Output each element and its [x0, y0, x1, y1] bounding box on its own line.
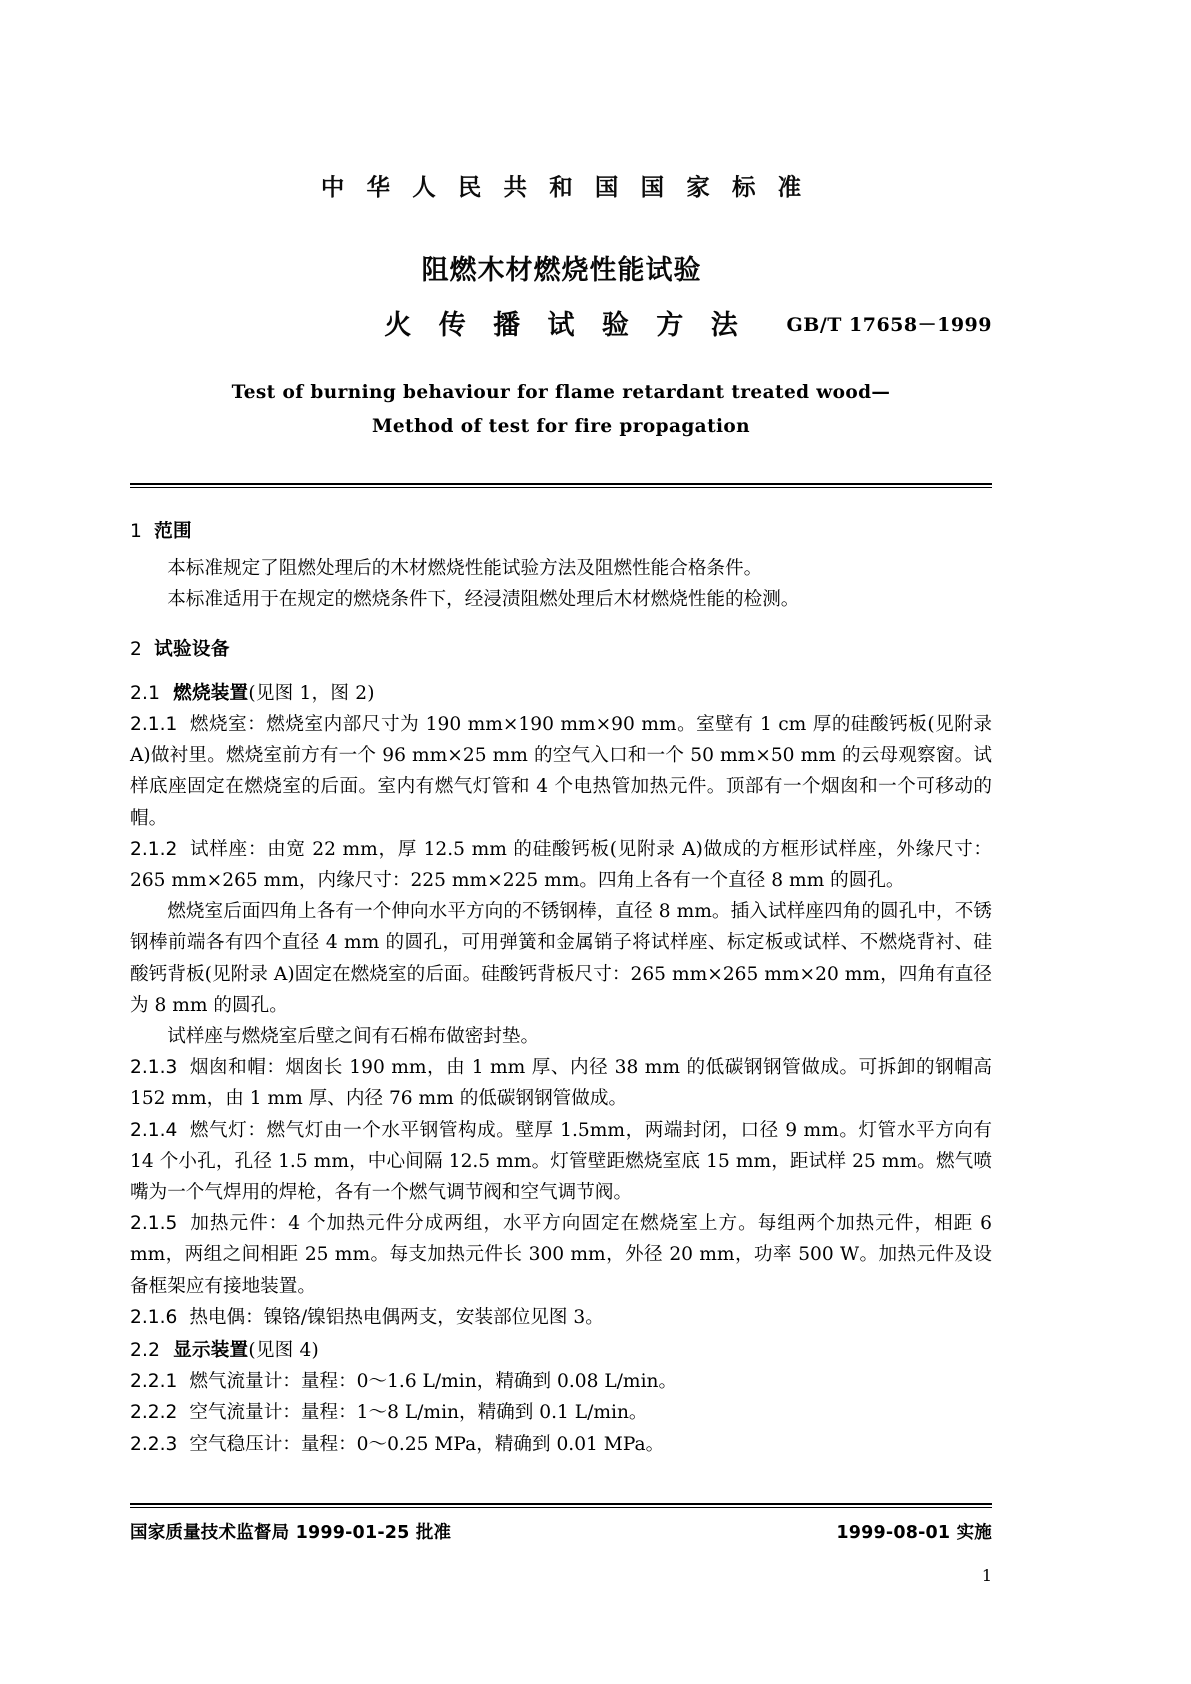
clause-2-1-5-number: 2.1.5 [130, 1213, 178, 1235]
english-title [130, 382, 992, 437]
clause-2-1-4 [130, 1115, 992, 1209]
subsection-2-2-heading [130, 1335, 992, 1366]
section-1-number: 1 [130, 521, 143, 542]
clause-2-2-3-number: 2.2.3 [130, 1433, 178, 1455]
clause-2-1-1 [130, 709, 992, 834]
clause-2-1-2-number: 2.1.2 [130, 838, 178, 860]
clause-2-1-1-text: 燃烧室：燃烧室内部尺寸为 190 mm×190 mm×90 mm。室壁有 1 cm 厚的硅酸钙板(见附录 A)做衬里。燃烧室前方有一个 96 mm×25 mm 的空气入口和一个 50 mm×50 mm 的云母观察窗。试样底座固定在燃烧室的后面。室内有燃气灯管和 4 个电热管加热元件。顶部有一个烟囱和一个可移动的帽。 [130, 714, 992, 829]
chinese-title-line-2: 火 传 播 试 验 方 法 [384, 310, 747, 341]
clause-2-1-5 [130, 1208, 992, 1302]
clause-2-2-1 [130, 1366, 992, 1397]
clause-2-1-2-paragraph-2: 燃烧室后面四角上各有一个伸向水平方向的不锈钢棒，直径 8 mm。插入试样座四角的圆孔中，不锈钢棒前端各有四个直径 4 mm 的圆孔，可用弹簧和金属销子将试样座、标定板或试样、不燃烧背衬、硅酸钙背板(见附录 A)固定在燃烧室的后面。硅酸钙背板尺寸：265 mm×265 mm×20 mm，四角有直径为 8 mm 的圆孔。 [130, 901, 992, 1016]
national-standard-masthead: 中 华 人 民 共 和 国 国 家 标 准 [320, 173, 809, 201]
page-content [130, 0, 992, 1460]
subsection-2-2-label: 显示装置 [173, 1340, 249, 1362]
section-2-number: 2 [130, 638, 143, 660]
header-divider-rule [130, 483, 992, 488]
approval-authority-and-date: 国家质量技术监督局 1999-01-25 批准 [130, 1523, 452, 1543]
clause-2-2-3 [130, 1429, 992, 1460]
clause-2-1-4-number: 2.1.4 [130, 1119, 178, 1141]
subsection-2-1-suffix: (见图 1，图 2) [248, 682, 375, 704]
clause-2-1-3-text: 烟囱和帽：烟囱长 190 mm，由 1 mm 厚、内径 38 mm 的低碳钢钢管做成。可拆卸的钢帽高 152 mm，由 1 mm 厚、内径 76 mm 的低碳钢钢管做成。 [130, 1057, 992, 1110]
subsection-2-1-number: 2.1 [130, 682, 161, 704]
clause-2-2-2-text: 空气流量计：量程：1～8 L/min，精确到 0.1 L/min。 [189, 1402, 648, 1424]
english-title-line-2: Method of test for fire propagation [371, 416, 751, 437]
clause-2-2-2-number: 2.2.2 [130, 1402, 178, 1424]
subsection-2-2-suffix: (见图 4) [248, 1340, 319, 1362]
clause-2-1-2-text: 试样座：由宽 22 mm，厚 12.5 mm 的硅酸钙板(见附录 A)做成的方框形试样座，外缘尺寸：265 mm×265 mm，内缘尺寸：225 mm×225 mm。四角上各有一个直径 8 mm 的圆孔。 [130, 838, 992, 892]
clause-2-1-3 [130, 1052, 992, 1114]
page-number: 1 [981, 1566, 992, 1585]
implementation-date: 1999-08-01 实施 [836, 1523, 992, 1543]
title-block [130, 248, 992, 342]
clause-2-2-2 [130, 1397, 992, 1428]
subsection-2-1-label: 燃烧装置 [173, 682, 249, 704]
section-1-title: 范围 [154, 521, 192, 542]
footer-divider-rule [130, 1503, 992, 1508]
subsection-2-2-number: 2.2 [130, 1340, 161, 1362]
clause-2-2-1-text: 燃气流量计：量程：0～1.6 L/min，精确到 0.08 L/min。 [189, 1371, 678, 1393]
footer-row [130, 1519, 992, 1544]
spacer [130, 616, 992, 628]
clause-2-1-3-number: 2.1.3 [130, 1057, 178, 1079]
clause-2-1-5-text: 加热元件：4 个加热元件分成两组，水平方向固定在燃烧室上方。每组两个加热元件，相距 6 mm，两组之间相距 25 mm。每支加热元件长 300 mm，外径 20 mm，功率 500 W。加热元件及设备框架应有接地装置。 [130, 1213, 992, 1297]
clause-2-1-2-paragraph-3: 试样座与燃烧室后壁之间有石棉布做密封垫。 [167, 1026, 540, 1048]
clause-2-1-6-number: 2.1.6 [130, 1306, 178, 1328]
clause-2-1-1-number: 2.1.1 [130, 714, 178, 736]
page-footer [130, 1503, 992, 1585]
section-2-title: 试验设备 [154, 638, 230, 660]
clause-2-2-3-text: 空气稳压计：量程：0～0.25 MPa，精确到 0.01 MPa。 [189, 1433, 665, 1455]
clause-2-1-6 [130, 1302, 992, 1333]
section-1-paragraph-2: 本标准适用于在规定的燃烧条件下，经浸渍阻燃处理后木材燃烧性能的检测。 [167, 589, 800, 611]
section-heading-2 [130, 634, 992, 665]
spacer [130, 671, 992, 676]
clause-2-1-4-text: 燃气灯：燃气灯由一个水平钢管构成。壁厚 1.5mm，两端封闭，口径 9 mm。灯管水平方向有 14 个小孔，孔径 1.5 mm，中心间隔 12.5 mm。灯管壁距燃烧室底 15 mm，距试样 25 mm。燃气喷嘴为一个气焊用的焊枪，各有一个燃气调节阀和空气调节阀。 [130, 1119, 992, 1204]
chinese-title-line-1: 阻燃木材燃烧性能试验 [421, 255, 702, 286]
clause-2-1-2 [130, 834, 992, 896]
standard-number: GB/T 17658－1999 [786, 314, 992, 336]
clause-2-1-6-text: 热电偶：镍铬/镍铝热电偶两支，安装部位见图 3。 [189, 1306, 604, 1328]
section-heading-1 [130, 516, 992, 547]
english-title-line-1: Test of burning behaviour for flame retardant treated wood— [231, 382, 891, 403]
clause-2-2-1-number: 2.2.1 [130, 1371, 178, 1393]
section-1-paragraph-1: 本标准规定了阻燃处理后的木材燃烧性能试验方法及阻燃性能合格条件。 [167, 558, 763, 580]
document-body [130, 516, 992, 1460]
subsection-2-1-heading [130, 678, 992, 709]
